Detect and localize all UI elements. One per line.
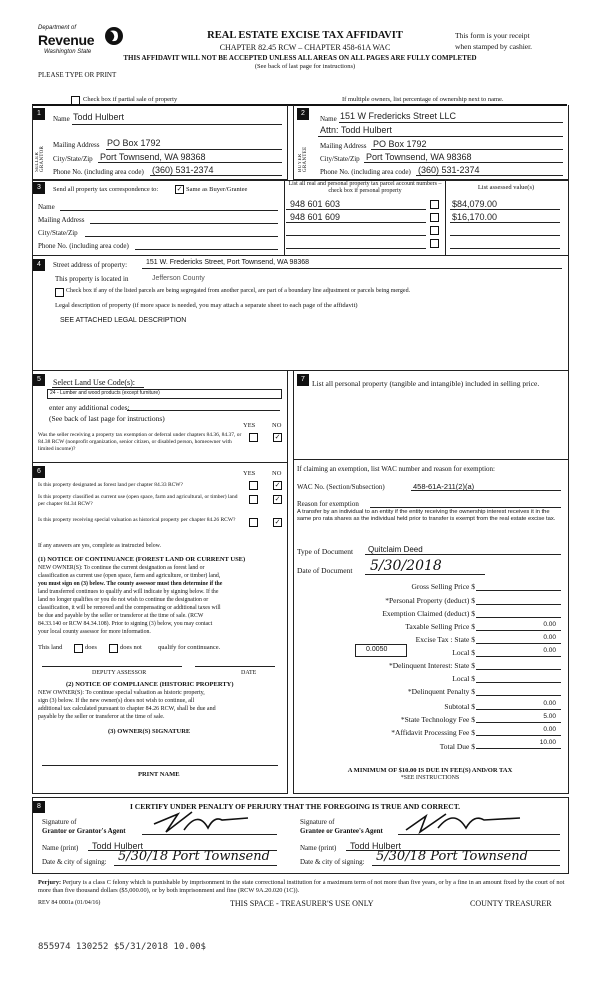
buyer-name-value: 151 W Fredericks Street LLC [340,111,457,121]
parcel-2-personal-checkbox[interactable] [430,213,439,222]
local-label: Local $ [452,648,475,657]
tech-fee-value: 5.00 [543,713,556,720]
parcel-1-personal-checkbox[interactable] [430,200,439,209]
grantee-name-value: Todd Hulbert [350,841,402,851]
recording-stamp: 855974 130252 $5/31/2018 10.00$ [38,942,206,952]
perjury-text: Perjury is a class C felony which is punishable by imprisonment in the state correctional institution for a maximum term of not more than five years, or by a fine in an amount fixed by the court of not more than five thousand dollars ($5,000.00), or by both imprisonment and fine (RCW 9A.20.020 (1C)). [38,879,565,894]
forest-yes-checkbox[interactable] [249,481,258,490]
buyer-city-value: Port Townsend, WA 98368 [366,152,472,162]
parcel-header: List all real and personal property tax parcel account numbers – check box if personal property [288,181,442,194]
exemption-yes-checkbox[interactable] [249,433,258,442]
assessed-2: $16,170.00 [452,212,498,222]
grantee-name-label: Name (print) [300,844,337,852]
deputy-assessor-label: DEPUTY ASSESSOR [92,670,147,676]
excise-state-value: 0.00 [543,634,556,641]
buyer-phone-value: (360) 531-2374 [418,165,480,175]
doc-date-label: Date of Document [297,566,353,575]
perjury-note [38,879,566,895]
taxable-value: 0.00 [543,621,556,628]
notice1-p7: be due and payable by the seller or transferor at the time of sale. (RCW [38,613,204,619]
perjury-heading: Perjury: [38,879,62,886]
located-value: Jefferson County [152,275,205,282]
see-back-note: (See back of last page for instructions) [254,63,356,70]
no-header-5: NO [272,422,282,429]
grantee-date-city-value: 5/30/18 Port Townsend [376,849,528,864]
yes-header-6: YES [243,470,256,477]
total-due-label: Total Due $ [439,742,475,751]
not-accepted-note: THIS AFFIDAVIT WILL NOT BE ACCEPTED UNLESS ALL AREAS ON ALL PAGES ARE FULLY COMPLETED [123,54,477,62]
doc-type-value: Quitclaim Deed [368,545,423,554]
parcel-3-personal-checkbox[interactable] [430,226,439,235]
notice2-title: (2) NOTICE OF COMPLIANCE (HISTORIC PROPERTY) [66,681,234,688]
grantee-sig-label-2: Grantee or Grantee's Agent [300,827,383,835]
seller-side-label: SELLER GRANTOR [35,145,45,172]
grantor-signature-icon [148,806,268,836]
assessed-header: List assessed value(s) [477,184,535,191]
located-label: This property is located in [55,275,129,283]
section-1-tag: 1 [33,108,45,120]
owner-signature-label: (3) OWNER(S) SIGNATURE [108,728,191,735]
wac-value: 458-61A-211(2)(a) [413,482,475,491]
delinquent-penalty-label: *Delinquent Penalty $ [407,687,475,696]
land-use-label: Select Land Use Code(s): [53,378,135,387]
print-name-label: PRINT NAME [138,771,180,778]
delinquent-state-label: *Delinquent Interest: State $ [388,661,475,670]
minimum-note: A MINIMUM OF $10.00 IS DUE IN FEE(S) AND/OR TAX [347,767,513,774]
buyer-side-label: BUYER GRANTEE [298,146,308,172]
seller-phone-value: (360) 531-2374 [152,165,214,175]
buyer-city-label: City/State/Zip [320,155,360,163]
affidavit-fee-label: *Affidavit Processing Fee $ [391,728,475,737]
doc-date-value: 5/30/2018 [370,558,442,574]
historic-no-checkbox[interactable]: ✓ [274,519,281,526]
receipt-note-1: This form is your receipt [455,31,530,40]
current-use-no-checkbox[interactable]: ✓ [274,496,281,503]
rev-number: REV 84 0001a (01/04/16) [38,900,101,906]
section-4-tag: 4 [33,259,45,271]
same-as-buyer-checkbox[interactable]: ✓ [176,186,183,193]
multiple-owners-note: If multiple owners, list percentage of ownership next to name. [342,96,504,103]
form-title: REAL ESTATE EXCISE TAX AFFIDAVIT [207,30,403,41]
buyer-mailing-label: Mailing Address [320,142,367,150]
seller-mailing-value: PO Box 1792 [107,138,161,148]
street-label: Street address of property: [53,261,128,269]
local-rate-value: 0.0050 [366,646,388,653]
grantee-date-city-label: Date & city of signing: [300,858,365,866]
corr-city-label: City/State/Zip [38,229,78,237]
personal-property-label: List all personal property (tangible and intangible) included in selling price. [312,379,540,388]
no-header-6: NO [272,470,282,477]
delinquent-local-label: Local $ [452,674,475,683]
historic-yes-checkbox[interactable] [249,518,258,527]
notice1-p1: NEW OWNER(S): To continue the current designation as forest land or [38,565,205,571]
grantor-name-value: Todd Hulbert [92,841,144,851]
qualify-label: qualify for continuance. [158,644,221,651]
see-instructions-note: *SEE INSTRUCTIONS [400,775,460,781]
grantor-name-label: Name (print) [42,844,79,852]
street-value: 151 W. Fredericks Street, Port Townsend, WA 98368 [146,259,310,266]
corr-phone-label: Phone No. (including area code) [38,242,129,250]
notice1-p8: 84.33.140 or RCW 84.34.108). Prior to signing (3) below, you may contact [38,621,213,627]
does-not-checkbox[interactable] [109,644,118,653]
exemption-no-checkbox[interactable]: ✓ [274,434,281,441]
forest-no-checkbox[interactable]: ✓ [274,482,281,489]
notice1-p9: your local county assessor for more information. [38,629,151,635]
receipt-note-2: when stamped by cashier. [455,42,533,51]
seller-name-label: Name [53,115,70,123]
section-2-tag: 2 [297,108,309,120]
buyer-name-label: Name [320,115,337,123]
current-use-question: Is this property classified as current use (open space, farm and agricultural, or timber) land per chapter 84.34 RCW? [38,494,238,507]
seller-city-label: City/State/Zip [53,155,93,163]
historic-question: Is this property receiving special valuation as historical property per chapter 84.26 RCW? [38,517,236,523]
wac-label: WAC No. (Section/Subsection) [297,483,385,491]
subtotal-label: Subtotal $ [444,702,475,711]
grantee-signature-icon [400,806,530,836]
please-type: PLEASE TYPE OR PRINT [38,71,117,79]
gross-label: Gross Selling Price $ [411,582,475,591]
personal-deduct-label: *Personal Property (deduct) $ [385,596,475,605]
treasurer-space: THIS SPACE - TREASURER'S USE ONLY [230,899,374,908]
certify-statement: I CERTIFY UNDER PENALTY OF PERJURY THAT THE FOREGOING IS TRUE AND CORRECT. [130,802,461,811]
notice1-p5: land no longer qualifies or you do not wish to continue the designation or [38,597,209,603]
buyer-phone-label: Phone No. (including area code) [320,168,411,176]
section-3-tag: 3 [33,182,45,194]
exemption-claim-label: If claiming an exemption, list WAC number and reason for exemption: [297,465,495,473]
does-checkbox[interactable] [74,644,83,653]
segregated-label: Check box if any of the listed parcels are being segregated from another parcel, are part of a boundary line adjustment or parcels being merged. [66,288,411,294]
excise-state-label: Excise Tax : State $ [415,635,475,644]
corr-name-label: Name [38,203,55,211]
notice1-p6: classification, it will be removed and the compensating or additional taxes will [38,605,221,611]
tech-fee-label: *State Technology Fee $ [400,715,475,724]
notice1-p3: you must sign on (3) below. The county assessor must then determine if the [38,581,223,587]
notice2-p1: NEW OWNER(S): To continue special valuation as historic property, [38,690,205,696]
date-label: DATE [241,670,257,676]
section-8-tag: 8 [33,801,45,813]
exemption-question: Was the seller receiving a property tax exemption or deferral under chapters 84.36, 84.37, or 84.38 RCW (nonprofit organization, senior citizen, or disabled person, homeowner with limited income)? [38,432,242,452]
buyer-mailing-value: PO Box 1792 [373,139,427,149]
section-6 [32,462,288,794]
reason-label: Reason for exemption [297,500,359,508]
does-not-label: does not [120,644,142,651]
reason-value: A transfer by an individual to an entity if the entity receiving the ownership interest receives it in the same pro rata shares as the individual held prior to transfer is exempt from the real estate excise tax. [297,509,556,522]
logo-line3: Washington State [44,49,92,55]
grantor-sig-label-1: Signature of [42,818,77,826]
this-land-label: This land [38,644,63,651]
seller-mailing-label: Mailing Address [53,141,100,149]
buyer-attn-value: Attn: Todd Hulbert [320,125,392,135]
send-correspondence-label: Send all property tax correspondence to: [53,186,159,193]
grantor-sig-label-2: Grantor or Grantor's Agent [42,827,126,835]
logo-line2: Revenue [38,32,95,48]
form-chapter: CHAPTER 82.45 RCW – CHAPTER 458-61A WAC [219,43,391,52]
notice1-p2: classification as current use (open space, farm and agriculture, or timber) land, [38,573,221,579]
total-due-value: 10.00 [539,739,556,746]
parcel-1: 948 601 603 [290,199,341,209]
corr-mailing-label: Mailing Address [38,216,85,224]
grantor-date-city-label: Date & city of signing: [42,858,107,866]
parcel-4-personal-checkbox[interactable] [430,239,439,248]
forest-question: Is this property designated as forest land per chapter 84.33 RCW? [38,482,183,488]
segregated-checkbox[interactable] [55,288,64,297]
exemption-deduct-label: Exemption Claimed (deduct) $ [382,609,475,618]
yes-header-5: YES [243,422,256,429]
if-yes-note: If any answers are yes, complete as instructed below. [38,543,161,549]
partial-sale-label: Check box if partial sale of property [83,96,178,103]
section-5-tag: 5 [33,374,45,386]
same-as-buyer-label: Same as Buyer/Grantee [186,186,248,193]
subtotal-value: 0.00 [543,700,556,707]
notice1-p4: land transferred continues to qualify and will indicate by signing below. If the [38,589,219,595]
affidavit-fee-value: 0.00 [543,726,556,733]
additional-codes-label: enter any additional codes: [49,403,130,412]
notice2-p2: sign (3) below. If the new owner(s) does not wish to continue, all [38,698,195,704]
seller-city-value: Port Townsend, WA 98368 [100,152,206,162]
doc-type-label: Type of Document [297,547,354,556]
seller-name-value: Todd Hulbert [73,112,125,122]
assessed-1: $84,079.00 [452,199,498,209]
county-treasurer: COUNTY TREASURER [470,899,552,908]
logo-swirl-icon [104,25,124,47]
legal-value: SEE ATTACHED LEGAL DESCRIPTION [60,317,187,324]
land-use-value: 24 - Lumber and wood products (except furniture) [50,390,160,396]
current-use-yes-checkbox[interactable] [249,495,258,504]
notice2-p4: payable by the seller or transferor at the time of sale. [38,714,165,720]
section-4 [32,255,569,371]
see-back-5: (See back of last page for instructions) [49,414,165,423]
notice2-p3: additional tax calculated pursuant to chapter 84.26 RCW, shall be due and [38,706,216,712]
grantor-date-city-value: 5/30/18 Port Townsend [118,849,270,864]
local-value: 0.00 [543,647,556,654]
legal-label: Legal description of property (if more space is needed, you may attach a separate sheet to each page of the affidavit) [55,302,358,309]
section-7-tag: 7 [297,374,309,386]
does-label: does [85,644,97,651]
taxable-label: Taxable Selling Price $ [405,622,475,631]
notice1-title: (1) NOTICE OF CONTINUANCE (FOREST LAND OR CURRENT USE) [38,556,246,563]
grantee-sig-label-1: Signature of [300,818,335,826]
logo-line1: Department of [38,25,77,31]
seller-phone-label: Phone No. (including area code) [53,168,144,176]
parcel-2: 948 601 609 [290,212,341,222]
section-6-tag: 6 [33,466,45,478]
